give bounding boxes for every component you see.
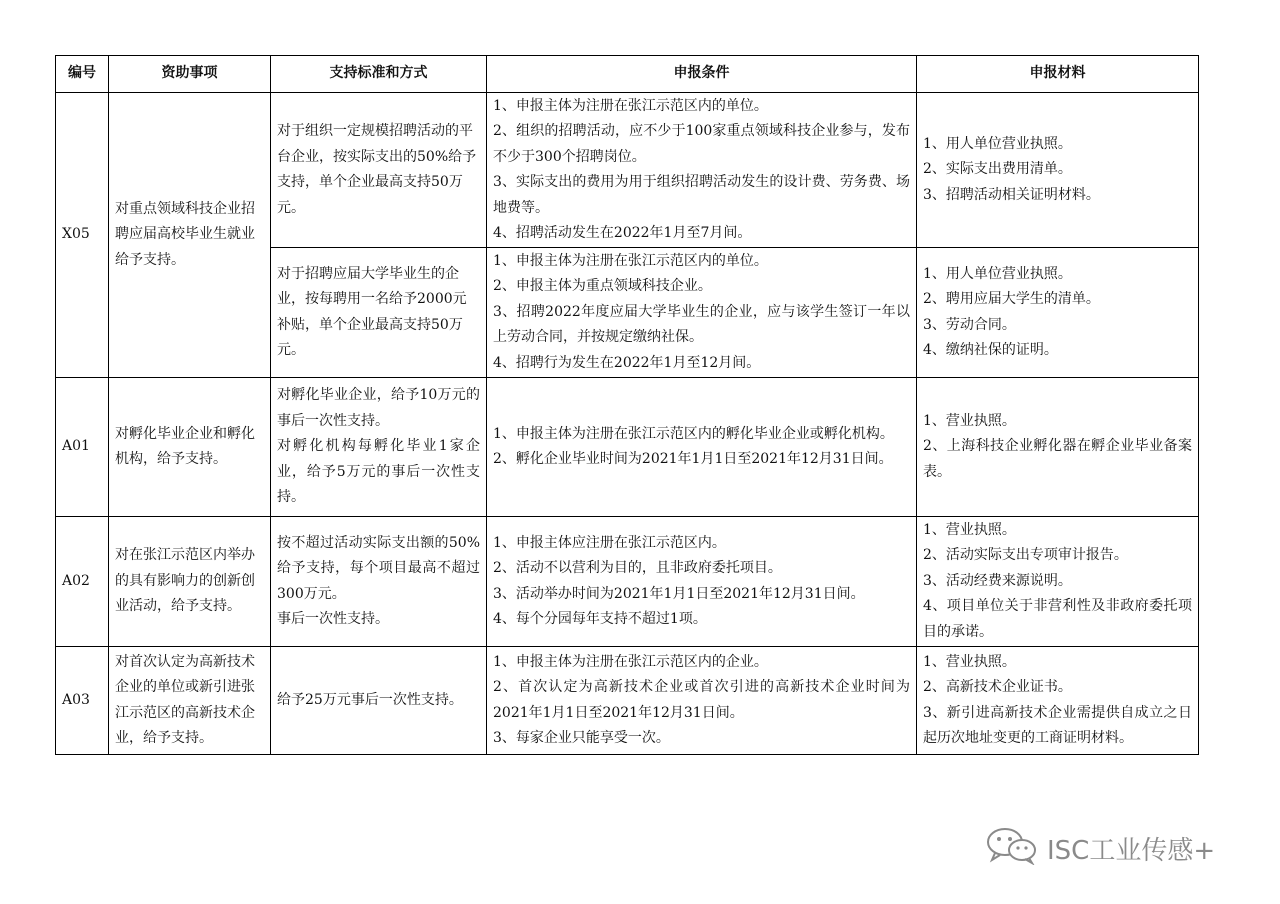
row-materials-a03 <box>917 647 1199 755</box>
row-item-a03: 对首次认定为高新技术企业的单位或新引进张江示范区的高新技术企业，给予支持。 <box>109 647 271 755</box>
standard-line: 按不超过活动实际支出额的50%给予支持，每个项目最高不超过300万元。 <box>277 534 480 602</box>
condition-line: 3、活动举办时间为2021年1月1日至2021年12月31日间。 <box>493 585 865 602</box>
condition-line: 4、招聘行为发生在2022年1月至12月间。 <box>493 354 761 371</box>
standard-line: 对孵化毕业企业，给予10万元的事后一次性支持。 <box>277 387 480 429</box>
table-row <box>56 93 1199 248</box>
material-line: 3、劳动合同。 <box>923 316 1016 333</box>
material-line: 2、实际支出费用清单。 <box>923 161 1072 178</box>
row-item-x05: 对重点领域科技企业招聘应届高校毕业生就业给予支持。 <box>109 93 271 378</box>
row-standard-a01 <box>271 378 487 517</box>
condition-line: 3、实际支出的费用为用于组织招聘活动发生的设计费、劳务费、场地费等。 <box>493 174 910 216</box>
row-code-a02: A02 <box>56 517 109 647</box>
material-line: 2、上海科技企业孵化器在孵企业毕业备案表。 <box>923 438 1192 480</box>
material-line: 1、用人单位营业执照。 <box>923 135 1072 152</box>
condition-line: 4、招聘活动发生在2022年1月至7月间。 <box>493 225 752 241</box>
row-standard-a02 <box>271 517 487 647</box>
col-header-conditions: 申报条件 <box>487 56 917 93</box>
condition-line: 2、活动不以营利为目的，且非政府委托项目。 <box>493 560 782 576</box>
material-line: 4、项目单位关于非营利性及非政府委托项目的承诺。 <box>923 598 1192 640</box>
standard-line: 对孵化机构每孵化毕业1家企业，给予5万元的事后一次性支持。 <box>277 438 480 506</box>
condition-line: 1、申报主体为注册在张江示范区内的孵化毕业企业或孵化机构。 <box>493 425 894 442</box>
table-row <box>56 647 1199 755</box>
row-standard-x05-1: 对于组织一定规模招聘活动的平台企业，按实际支出的50%给予支持，单个企业最高支持50万元。 <box>271 93 487 248</box>
material-line: 1、用人单位营业执照。 <box>923 265 1072 282</box>
row-item-a01: 对孵化毕业企业和孵化机构，给予支持。 <box>109 378 271 517</box>
watermark <box>985 828 1215 868</box>
material-line: 4、缴纳社保的证明。 <box>923 342 1058 358</box>
subsidy-table <box>55 55 1199 755</box>
row-materials-a02 <box>917 517 1199 647</box>
row-conditions-a03 <box>487 647 917 755</box>
condition-line: 2、组织的招聘活动，应不少于100家重点领域科技企业参与，发布不少于300个招聘岗位。 <box>493 123 910 165</box>
condition-line: 1、申报主体应注册在张江示范区内。 <box>493 534 726 551</box>
table-header-row <box>56 56 1199 93</box>
col-header-item: 资助事项 <box>109 56 271 93</box>
condition-line: 3、每家企业只能享受一次。 <box>493 730 670 746</box>
row-standard-x05-2: 对于招聘应届大学毕业生的企业，按每聘用一名给予2000元补贴，单个企业最高支持50万元。 <box>271 248 487 378</box>
table-row <box>56 378 1199 517</box>
standard-line: 事后一次性支持。 <box>277 611 389 627</box>
row-conditions-x05-1 <box>487 93 917 248</box>
material-line: 2、活动实际支出专项审计报告。 <box>923 547 1128 564</box>
condition-line: 1、申报主体为注册在张江示范区内的单位。 <box>493 252 768 269</box>
material-line: 1、营业执照。 <box>923 412 1016 429</box>
row-item-a02: 对在张江示范区内举办的具有影响力的创新创业活动，给予支持。 <box>109 517 271 647</box>
condition-line: 4、每个分园每年支持不超过1项。 <box>493 611 707 627</box>
material-line: 2、聘用应届大学生的清单。 <box>923 291 1100 307</box>
row-materials-a01 <box>917 378 1199 517</box>
row-standard-a03 <box>271 647 487 755</box>
row-conditions-x05-2 <box>487 248 917 378</box>
row-code-a03: A03 <box>56 647 109 755</box>
row-conditions-a01 <box>487 378 917 517</box>
col-header-materials: 申报材料 <box>917 56 1199 93</box>
standard-line: 给予25万元事后一次性支持。 <box>277 691 463 708</box>
condition-line: 2、孵化企业毕业时间为2021年1月1日至2021年12月31日间。 <box>493 451 893 467</box>
row-code-a01: A01 <box>56 378 109 517</box>
col-header-standard: 支持标准和方式 <box>271 56 487 93</box>
material-line: 3、新引进高新技术企业需提供自成立之日起历次地址变更的工商证明材料。 <box>923 704 1192 746</box>
condition-line: 1、申报主体为注册在张江示范区内的企业。 <box>493 653 768 670</box>
condition-line: 2、申报主体为重点领域科技企业。 <box>493 278 712 295</box>
material-line: 3、活动经费来源说明。 <box>923 572 1072 589</box>
table-row <box>56 517 1199 647</box>
row-code-x05: X05 <box>56 93 109 378</box>
condition-line: 3、招聘2022年度应届大学毕业生的企业，应与该学生签订一年以上劳动合同，并按规定缴纳社保。 <box>493 303 910 346</box>
wechat-icon <box>985 825 1039 872</box>
row-materials-x05-2 <box>917 248 1199 378</box>
row-conditions-a02 <box>487 517 917 647</box>
material-line: 3、招聘活动相关证明材料。 <box>923 186 1100 203</box>
col-header-code: 编号 <box>56 56 109 93</box>
material-line: 2、高新技术企业证书。 <box>923 679 1072 695</box>
condition-line: 2、首次认定为高新技术企业或首次引进的高新技术企业时间为2021年1月1日至2021年12月31日间。 <box>493 679 910 721</box>
row-materials-x05-1 <box>917 93 1199 248</box>
watermark-text: ISC工业传感+ <box>1047 835 1216 866</box>
condition-line: 1、申报主体为注册在张江示范区内的单位。 <box>493 97 768 114</box>
material-line: 1、营业执照。 <box>923 521 1016 538</box>
material-line: 1、营业执照。 <box>923 653 1016 670</box>
